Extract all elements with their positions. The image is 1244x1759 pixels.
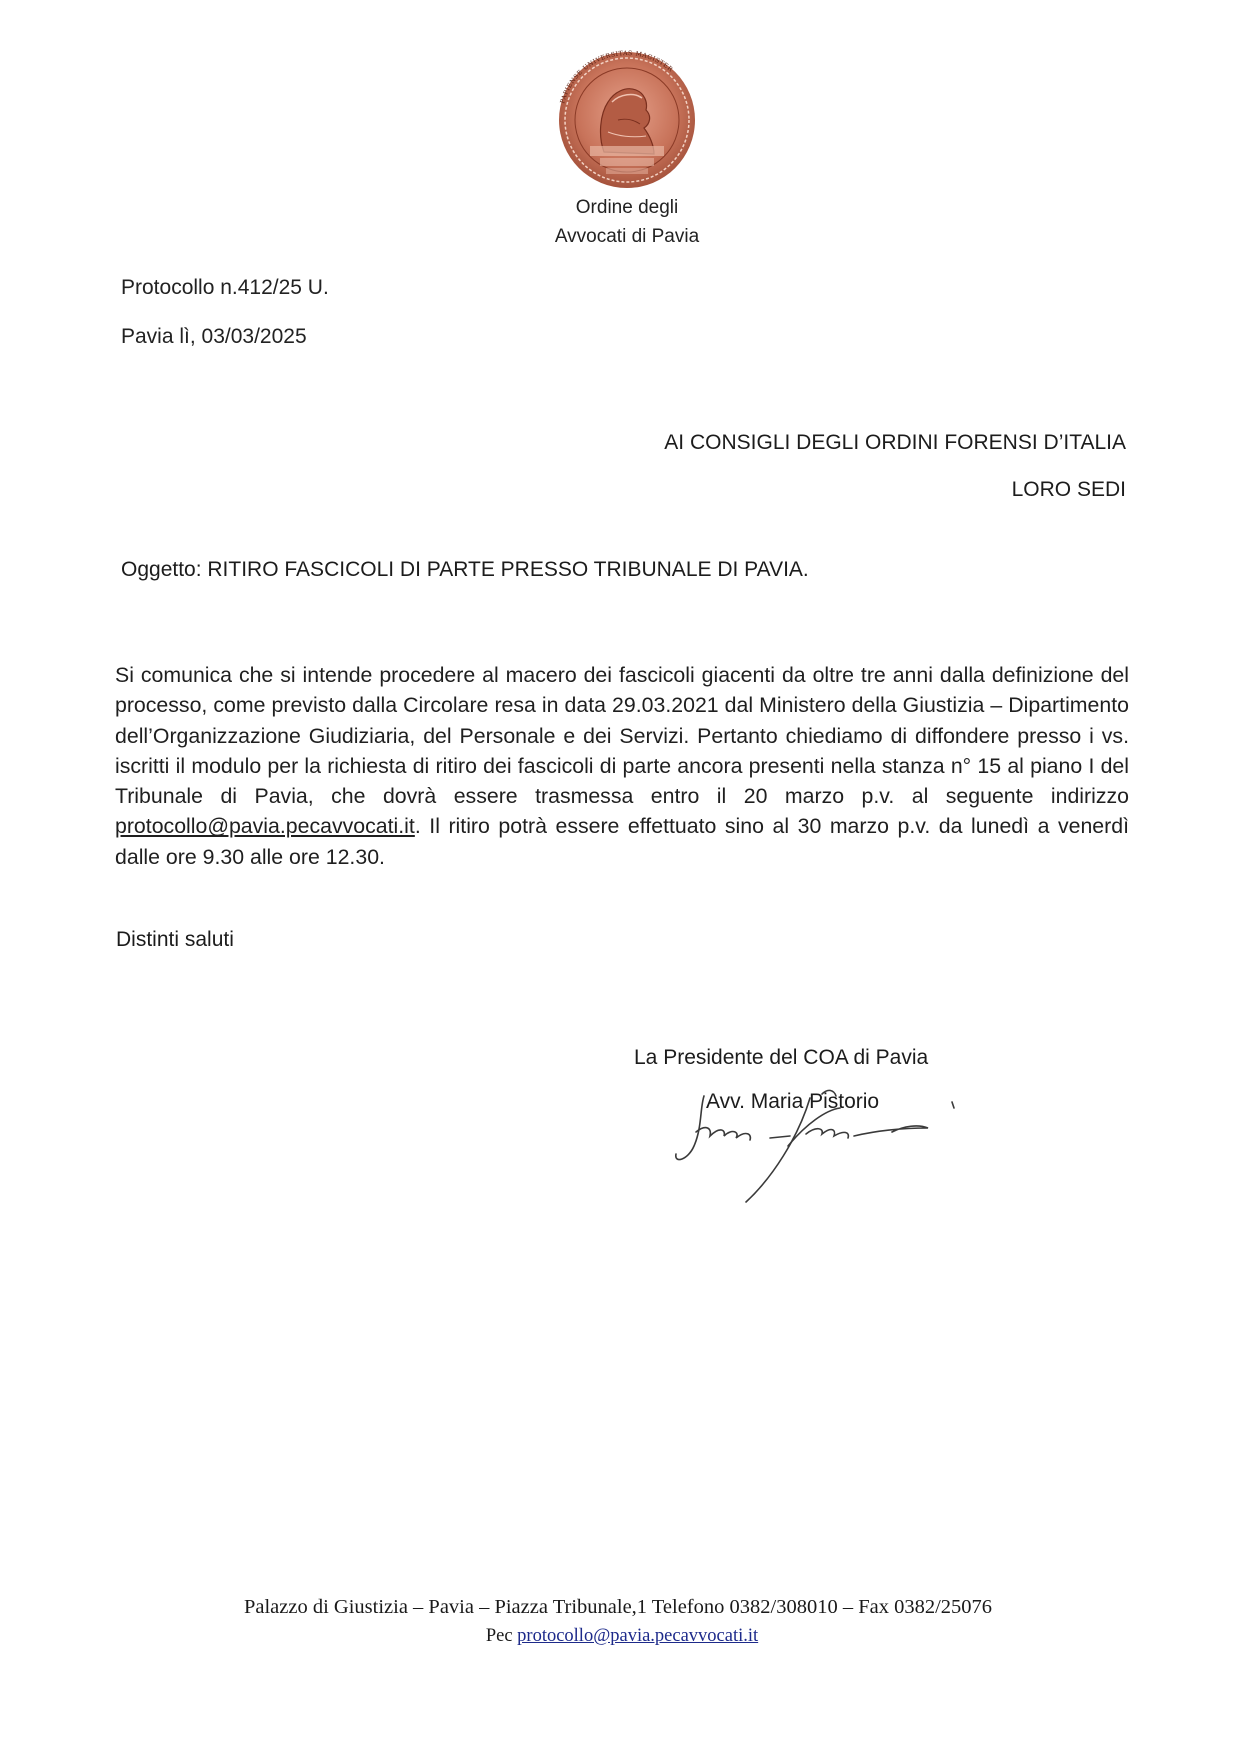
body-text-part1: Si comunica che si intende procedere al macero dei fascicoli giacenti da oltre tre anni dalla definizione del processo, come previsto dalla Circolare resa in data 29.03.2021 dal Ministero della Giustizia – Dipartimento dell’Organizzazione Giudiziaria, del Personale e dei Servizi. Pertanto chiediamo di diffondere presso i vs. iscritti il modulo per la richiesta di ritiro dei fascicoli di parte ancora presenti nella stanza n° 15 al piano I del Tribunale di Pavia, che dovrà essere trasmessa entro il 20 marzo p.v. al seguente indirizzo [115, 663, 1129, 809]
footer-pec [0, 1626, 1244, 1647]
recipient-line1: AI CONSIGLI DEGLI ORDINI FORENSI D’ITALIA [664, 431, 1126, 454]
footer-pec-label: Pec [485, 1626, 513, 1646]
body-email-link[interactable]: protocollo@pavia.pecavvocati.it [115, 814, 415, 839]
signatory-name: Avv. Maria Pistorio [706, 1090, 880, 1113]
body-paragraph [115, 660, 1129, 872]
body-text-part2: . Il ritiro potrà essere effettuato sino al 30 marzo p.v. da lunedì a venerdì dalle ore 9.30 alle ore 12.30. [115, 814, 1129, 869]
seal-medallion-icon [542, 40, 712, 200]
handwritten-signature [660, 1078, 1060, 1228]
subject-line: Oggetto: RITIRO FASCICOLI DI PARTE PRESSO TRIBUNALE DI PAVIA. [121, 558, 809, 581]
place-date: Pavia lì, 03/03/2025 [121, 325, 307, 348]
organization-name-line1: Ordine degli [575, 197, 679, 218]
recipient-line2: LORO SEDI [1011, 478, 1126, 501]
closing-salutation: Distinti saluti [116, 928, 234, 951]
footer-address: Palazzo di Giustizia – Pavia – Piazza Tribunale,1 Telefono 0382/308010 – Fax 0382/25076 [243, 1596, 993, 1618]
organization-name-line2: Avvocati di Pavia [554, 226, 700, 247]
svg-text:PAPIENSE UNIVERSITAS MAGISTER: PAPIENSE UNIVERSITAS MAGISTER [559, 49, 675, 105]
protocol-number: Protocollo n.412/25 U. [121, 276, 329, 299]
footer-pec-email-link[interactable]: protocollo@pavia.pecavvocati.it [517, 1626, 759, 1646]
signatory-title: La Presidente del COA di Pavia [634, 1046, 929, 1069]
organization-name [492, 193, 762, 251]
